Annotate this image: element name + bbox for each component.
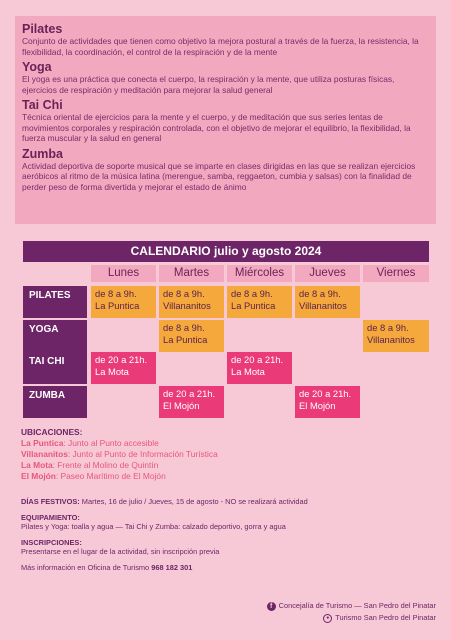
schedule-cell [159,320,224,352]
schedule-cell [295,286,360,318]
schedule-place: La Puntica [163,333,208,345]
location-desc: Junto al Punto de Información Turística [72,449,218,459]
activity-title: Tai Chi [22,98,63,112]
location-desc: Paseo Marítimo de El Mojón [60,471,166,481]
schedule-time: de 20 a 21h. [231,354,284,365]
schedule-time: de 20 a 21h. [299,388,352,399]
schedule-place: Villananitos [163,299,211,311]
row-label-zumba: ZUMBA [23,386,87,418]
footer [206,600,436,624]
location-item: El Mojón: Paseo Marítimo de El Mojón [21,471,166,481]
schedule-cell [91,286,156,318]
more-info-text: Más información en Oficina de Turismo [21,563,150,572]
day-header-wednesday: Miércoles [227,265,292,282]
equipamiento-text: Pilates y Yoga: toalla y agua — Tai Chi y Zumba: calzado deportivo, gorra y agua [21,522,286,531]
location-item: La Mota: Frente al Molino de Quintín [21,460,159,470]
equipamiento-label: EQUIPAMIENTO: [21,513,80,522]
instagram-line[interactable] [206,612,436,624]
schedule-time: de 8 a 9h. [95,288,137,299]
activity-text: Técnica oriental de ejercicios para la mente y el cuerpo, y de meditación que sus series lentas de movimientos corporales y respiración controlada, con el objetivo de mejorar el equilibrio, la flexibilidad, la fuerza muscular y la salud en general [22,112,411,143]
schedule-time: de 8 a 9h. [163,288,205,299]
activity-zumba [22,148,430,193]
day-header-tuesday: Martes [159,265,224,282]
inscripciones-label: INSCRIPCIONES: [21,538,82,547]
schedule-place: El Mojón [299,399,336,411]
info-section [21,497,441,579]
activity-title: Zumba [22,146,63,161]
phone-number: 968 182 301 [151,563,193,572]
schedule-place: Villananitos [299,299,347,311]
schedule-place: La Puntica [95,299,140,311]
activity-title: Yoga [22,60,52,74]
facebook-text: Concejalía de Turismo — San Pedro del Pinatar [278,601,436,610]
schedule-place: El Mojón [163,399,200,411]
festivos-line [21,497,441,506]
location-item: Villananitos: Junto al Punto de Información Turística [21,449,218,459]
row-label-yoga: YOGA [23,320,87,352]
festivos-text: Martes, 16 de julio / Jueves, 15 de agosto - NO se realizará actividad [81,497,308,506]
schedule-cell [91,352,156,384]
day-header-thursday: Jueves [295,265,360,282]
location-item: La Puntica: Junto al Punto accesible [21,438,159,448]
schedule-place: La Mota [95,365,129,377]
schedule-time: de 8 a 9h. [163,322,205,333]
activity-yoga [22,61,430,95]
facebook-icon: f [267,602,276,611]
festivos-label: DÍAS FESTIVOS: [21,497,80,506]
activity-text: Conjunto de actividades que tienen como objetivo la mejora postural a través de la fuerza, la resistencia, la flexibilidad, la coordinación, el control de la respiración y de la mente [22,36,419,57]
schedule-cell [159,386,224,418]
schedule-cell [227,286,292,318]
equipamiento-block [21,513,441,531]
schedule-time: de 8 a 9h. [299,288,341,299]
location-name: La Puntica [21,438,64,448]
activity-text: Actividad deportiva de soporte musical que se imparte en clases dirigidas en las que se realizan ejercicios aeróbicos al ritmo de la música latina (merengue, samba, reggaeton, cumbia y salsas) con la finalidad de perder peso de forma divertida y mejorar el estado de ánimo [22,160,416,192]
schedule-place: La Mota [231,365,265,377]
schedule-cell [295,386,360,418]
instagram-text: Turismo San Pedro del Pinatar [335,613,436,622]
schedule-cell [159,286,224,318]
activity-pilates [22,23,430,57]
activity-text: El yoga es una práctica que conecta el cuerpo, la respiración y la mente, que utiliza posturas físicas, ejercicios de respiración y meditación para mejorar la salud general [22,74,395,95]
location-name: La Mota [21,460,53,470]
row-label-tai-chi: TAI CHI [23,352,87,384]
location-desc: Junto al Punto accesible [68,438,159,448]
inscripciones-block [21,538,441,556]
day-header-monday: Lunes [91,265,156,282]
instagram-icon: ● [323,614,332,623]
day-header-friday: Viernes [363,265,429,282]
schedule-time: de 8 a 9h. [367,322,409,333]
schedule-place: La Puntica [231,299,276,311]
activity-title: Pilates [22,22,63,36]
activity-tai-chi [22,99,430,144]
location-name: Villananitos [21,449,68,459]
schedule-time: de 20 a 21h. [95,354,148,365]
schedule-place: Villananitos [367,333,415,345]
row-label-pilates: PILATES [23,286,87,318]
location-name: El Mojón [21,471,56,481]
locations-heading: UBICACIONES: [21,427,83,437]
calendar-title: CALENDARIO julio y agosto 2024 [23,241,429,262]
more-info-line [21,563,441,572]
facebook-line[interactable] [206,600,436,612]
schedule-time: de 20 a 21h. [163,388,216,399]
activities-description-box [15,16,436,224]
location-desc: Frente al Molino de Quintín [57,460,159,470]
schedule-cell [227,352,292,384]
schedule-cell [363,320,429,352]
locations-section [21,427,441,482]
inscripciones-text: Presentarse en el lugar de la actividad, sin inscripción previa [21,547,220,556]
schedule-time: de 8 a 9h. [231,288,273,299]
